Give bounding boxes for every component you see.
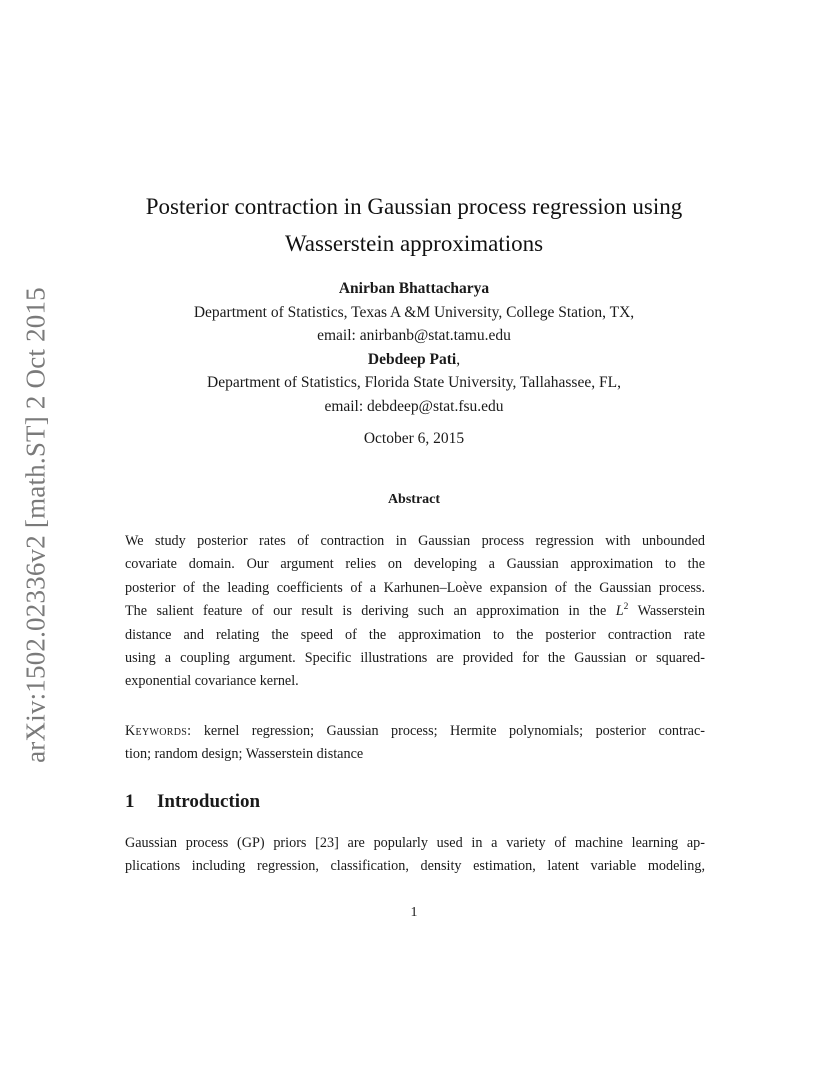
page-number: 1 xyxy=(410,905,418,920)
author-affiliation: Department of Statistics, Florida State University, Tallahassee, FL, xyxy=(207,374,621,391)
abstract-line: distance and relating the speed of the approximation to the posterior contraction rate xyxy=(125,626,705,643)
title-line-2: Wasserstein approximations xyxy=(284,231,544,256)
title-line-1: Posterior contraction in Gaussian process regression using xyxy=(145,194,683,219)
paper-date: October 6, 2015 xyxy=(363,430,465,447)
paper-title xyxy=(0,188,828,262)
abstract-line: We study posterior rates of contraction in Gaussian process regression with unbounded xyxy=(125,533,705,549)
abstract-heading: Abstract xyxy=(387,492,441,507)
math-superscript: 2 xyxy=(623,602,629,613)
keywords-block xyxy=(125,720,705,767)
author-block xyxy=(0,277,828,418)
section-number: 1 xyxy=(125,791,135,812)
abstract-line: exponential covariance kernel. xyxy=(125,673,299,690)
body-line: Gaussian process (GP) priors [23] are popularly used in a variety of machine learning ap- xyxy=(125,835,705,851)
author-1 xyxy=(0,277,828,301)
section-heading xyxy=(125,791,260,813)
author-affiliation: Department of Statistics, Texas A &M University, College Station, TX, xyxy=(193,303,635,321)
math-symbol: L xyxy=(615,603,624,620)
abstract-line xyxy=(125,600,705,623)
abstract-text: Wasserstein xyxy=(628,603,706,620)
abstract-body xyxy=(125,530,705,694)
author-name: Debdeep Pati xyxy=(367,350,457,368)
keywords-line xyxy=(125,720,705,743)
section-title: Introduction xyxy=(157,791,261,812)
abstract-line: posterior of the leading coefficients of a Karhunen–Loève expansion of the Gaussian process. xyxy=(125,579,705,596)
author-2 xyxy=(0,348,828,372)
abstract-line: using a coupling argument. Specific illustrations are provided for the Gaussian or squared- xyxy=(125,650,705,667)
arxiv-side-stamp: arXiv:1502.02336v2 [math.ST] 2 Oct 2015 xyxy=(20,287,51,763)
author-email: email: debdeep@stat.fsu.edu xyxy=(324,397,504,415)
body-line: plications including regression, classification, density estimation, latent variable modeling, xyxy=(125,858,705,875)
author-name-suffix: , xyxy=(456,350,461,368)
keywords-label: Keywords: xyxy=(125,723,192,739)
abstract-text: The salient feature of our result is deriving such an approximation in the xyxy=(125,603,616,620)
abstract-line: covariate domain. Our argument relies on developing a Gaussian approximation to the xyxy=(125,556,705,573)
author-name: Anirban Bhattacharya xyxy=(338,280,490,297)
keywords-line: tion; random design; Wasserstein distance xyxy=(125,746,364,763)
author-email: email: anirbanb@stat.tamu.edu xyxy=(317,327,511,344)
introduction-body xyxy=(125,832,705,879)
keywords-text: kernel regression; Gaussian process; Hermite polynomials; posterior contrac- xyxy=(191,723,705,739)
